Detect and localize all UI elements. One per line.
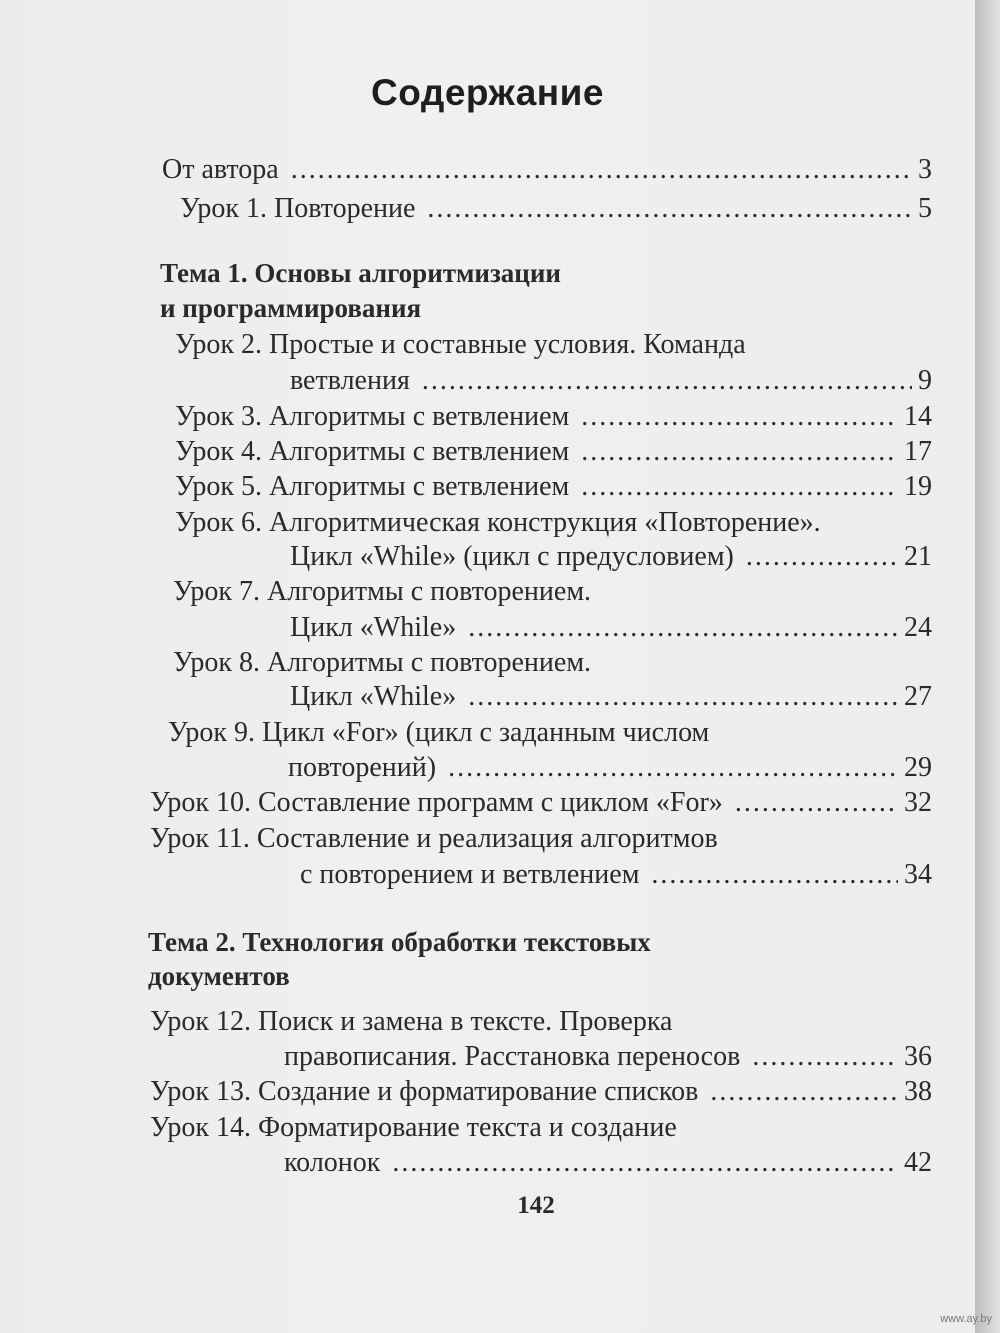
toc-entry-lesson-12-line1: Урок 12. Поиск и замена в тексте. Проверка	[150, 1006, 673, 1037]
dot-leader	[468, 680, 898, 714]
toc-label: Цикл «While»	[290, 681, 457, 712]
toc-page: 14	[904, 401, 932, 432]
toc-entry-lesson-4	[175, 435, 932, 469]
dot-leader	[427, 192, 912, 226]
toc-page: 32	[904, 787, 932, 818]
toc-label: От автора	[162, 154, 279, 185]
toc-page: 5	[918, 193, 932, 224]
toc-entry-lesson-14-line1: Урок 14. Форматирование текста и создание	[150, 1112, 677, 1143]
dot-leader	[422, 364, 912, 398]
toc-topic-1-line2: и программирования	[160, 293, 422, 323]
page-number: 142	[517, 1192, 555, 1219]
toc-entry-lesson-6	[290, 540, 932, 574]
toc-label: с повторением и ветвлением	[300, 859, 640, 890]
toc-label: Цикл «While» (цикл с предусловием)	[290, 541, 734, 572]
toc-page: 3	[918, 154, 932, 185]
toc-page: 9	[918, 365, 932, 396]
dot-leader	[752, 1040, 898, 1074]
toc-page: 42	[904, 1147, 932, 1178]
dot-leader	[746, 540, 898, 574]
toc-label: Урок 5. Алгоритмы с ветвлением	[175, 471, 570, 502]
watermark: www.ay.by	[940, 1313, 992, 1325]
toc-entry-lesson-5	[175, 470, 932, 504]
toc-label: Урок 10. Составление программ с циклом «For»	[150, 787, 723, 818]
dot-leader	[651, 858, 898, 892]
toc-entry-from-author	[162, 153, 932, 187]
toc-label: правописания. Расстановка переносов	[284, 1041, 741, 1072]
toc-page: 19	[904, 471, 932, 502]
dot-leader	[710, 1075, 898, 1109]
toc-entry-lesson-3	[175, 400, 932, 434]
toc-entry-lesson-10	[150, 786, 932, 820]
dot-leader	[581, 435, 898, 469]
toc-topic-1-line1: Тема 1. Основы алгоритмизации	[160, 258, 561, 288]
toc-entry-lesson-2-line1: Урок 2. Простые и составные условия. Команда	[175, 329, 746, 360]
toc-topic-2-line2: документов	[148, 961, 290, 991]
toc-label: Урок 1. Повторение	[180, 193, 416, 224]
dot-leader	[581, 470, 898, 504]
dot-leader	[392, 1146, 898, 1180]
toc-topic-2-line1: Тема 2. Технология обработки текстовых	[148, 927, 651, 957]
page-edge	[975, 0, 1000, 1333]
toc-page: 17	[904, 436, 932, 467]
toc-page: 36	[904, 1041, 932, 1072]
dot-leader	[735, 786, 898, 820]
toc-page: 27	[904, 681, 932, 712]
toc-entry-lesson-2	[290, 364, 932, 398]
toc-label: Цикл «While»	[290, 612, 457, 643]
toc-entry-lesson-14	[284, 1146, 932, 1180]
toc-page: 29	[904, 752, 932, 783]
toc-page: 21	[904, 541, 932, 572]
toc-entry-lesson-8-line1: Урок 8. Алгоритмы с повторением.	[173, 647, 592, 678]
toc-label: ветвления	[290, 365, 410, 396]
toc-entry-lesson-7	[290, 611, 932, 645]
dot-leader	[448, 751, 898, 785]
toc-entry-lesson-12	[284, 1040, 932, 1074]
toc-entry-lesson-9-line1: Урок 9. Цикл «For» (цикл с заданным числом	[168, 717, 710, 748]
toc-page: 24	[904, 612, 932, 643]
toc-label: повторений)	[288, 752, 437, 783]
toc-label: колонок	[284, 1147, 381, 1178]
toc-entry-lesson-11-line1: Урок 11. Составление и реализация алгоритмов	[150, 823, 718, 854]
toc-page: 34	[904, 859, 932, 890]
toc-entry-lesson-7-line1: Урок 7. Алгоритмы с повторением.	[173, 576, 592, 607]
dot-leader	[291, 153, 912, 187]
toc-page: 38	[904, 1076, 932, 1107]
dot-leader	[468, 611, 898, 645]
toc-label: Урок 13. Создание и форматирование списков	[150, 1076, 699, 1107]
toc-entry-lesson-11	[300, 858, 932, 892]
toc-entry-lesson-13	[150, 1075, 932, 1109]
dot-leader	[581, 400, 898, 434]
toc-entry-lesson-1	[180, 192, 932, 226]
toc-label: Урок 3. Алгоритмы с ветвлением	[175, 401, 570, 432]
toc-entry-lesson-6-line1: Урок 6. Алгоритмическая конструкция «Повторение».	[175, 507, 821, 538]
toc-entry-lesson-8	[290, 680, 932, 714]
toc-entry-lesson-9	[288, 751, 932, 785]
page-title: Содержание	[371, 72, 604, 113]
toc-label: Урок 4. Алгоритмы с ветвлением	[175, 436, 570, 467]
